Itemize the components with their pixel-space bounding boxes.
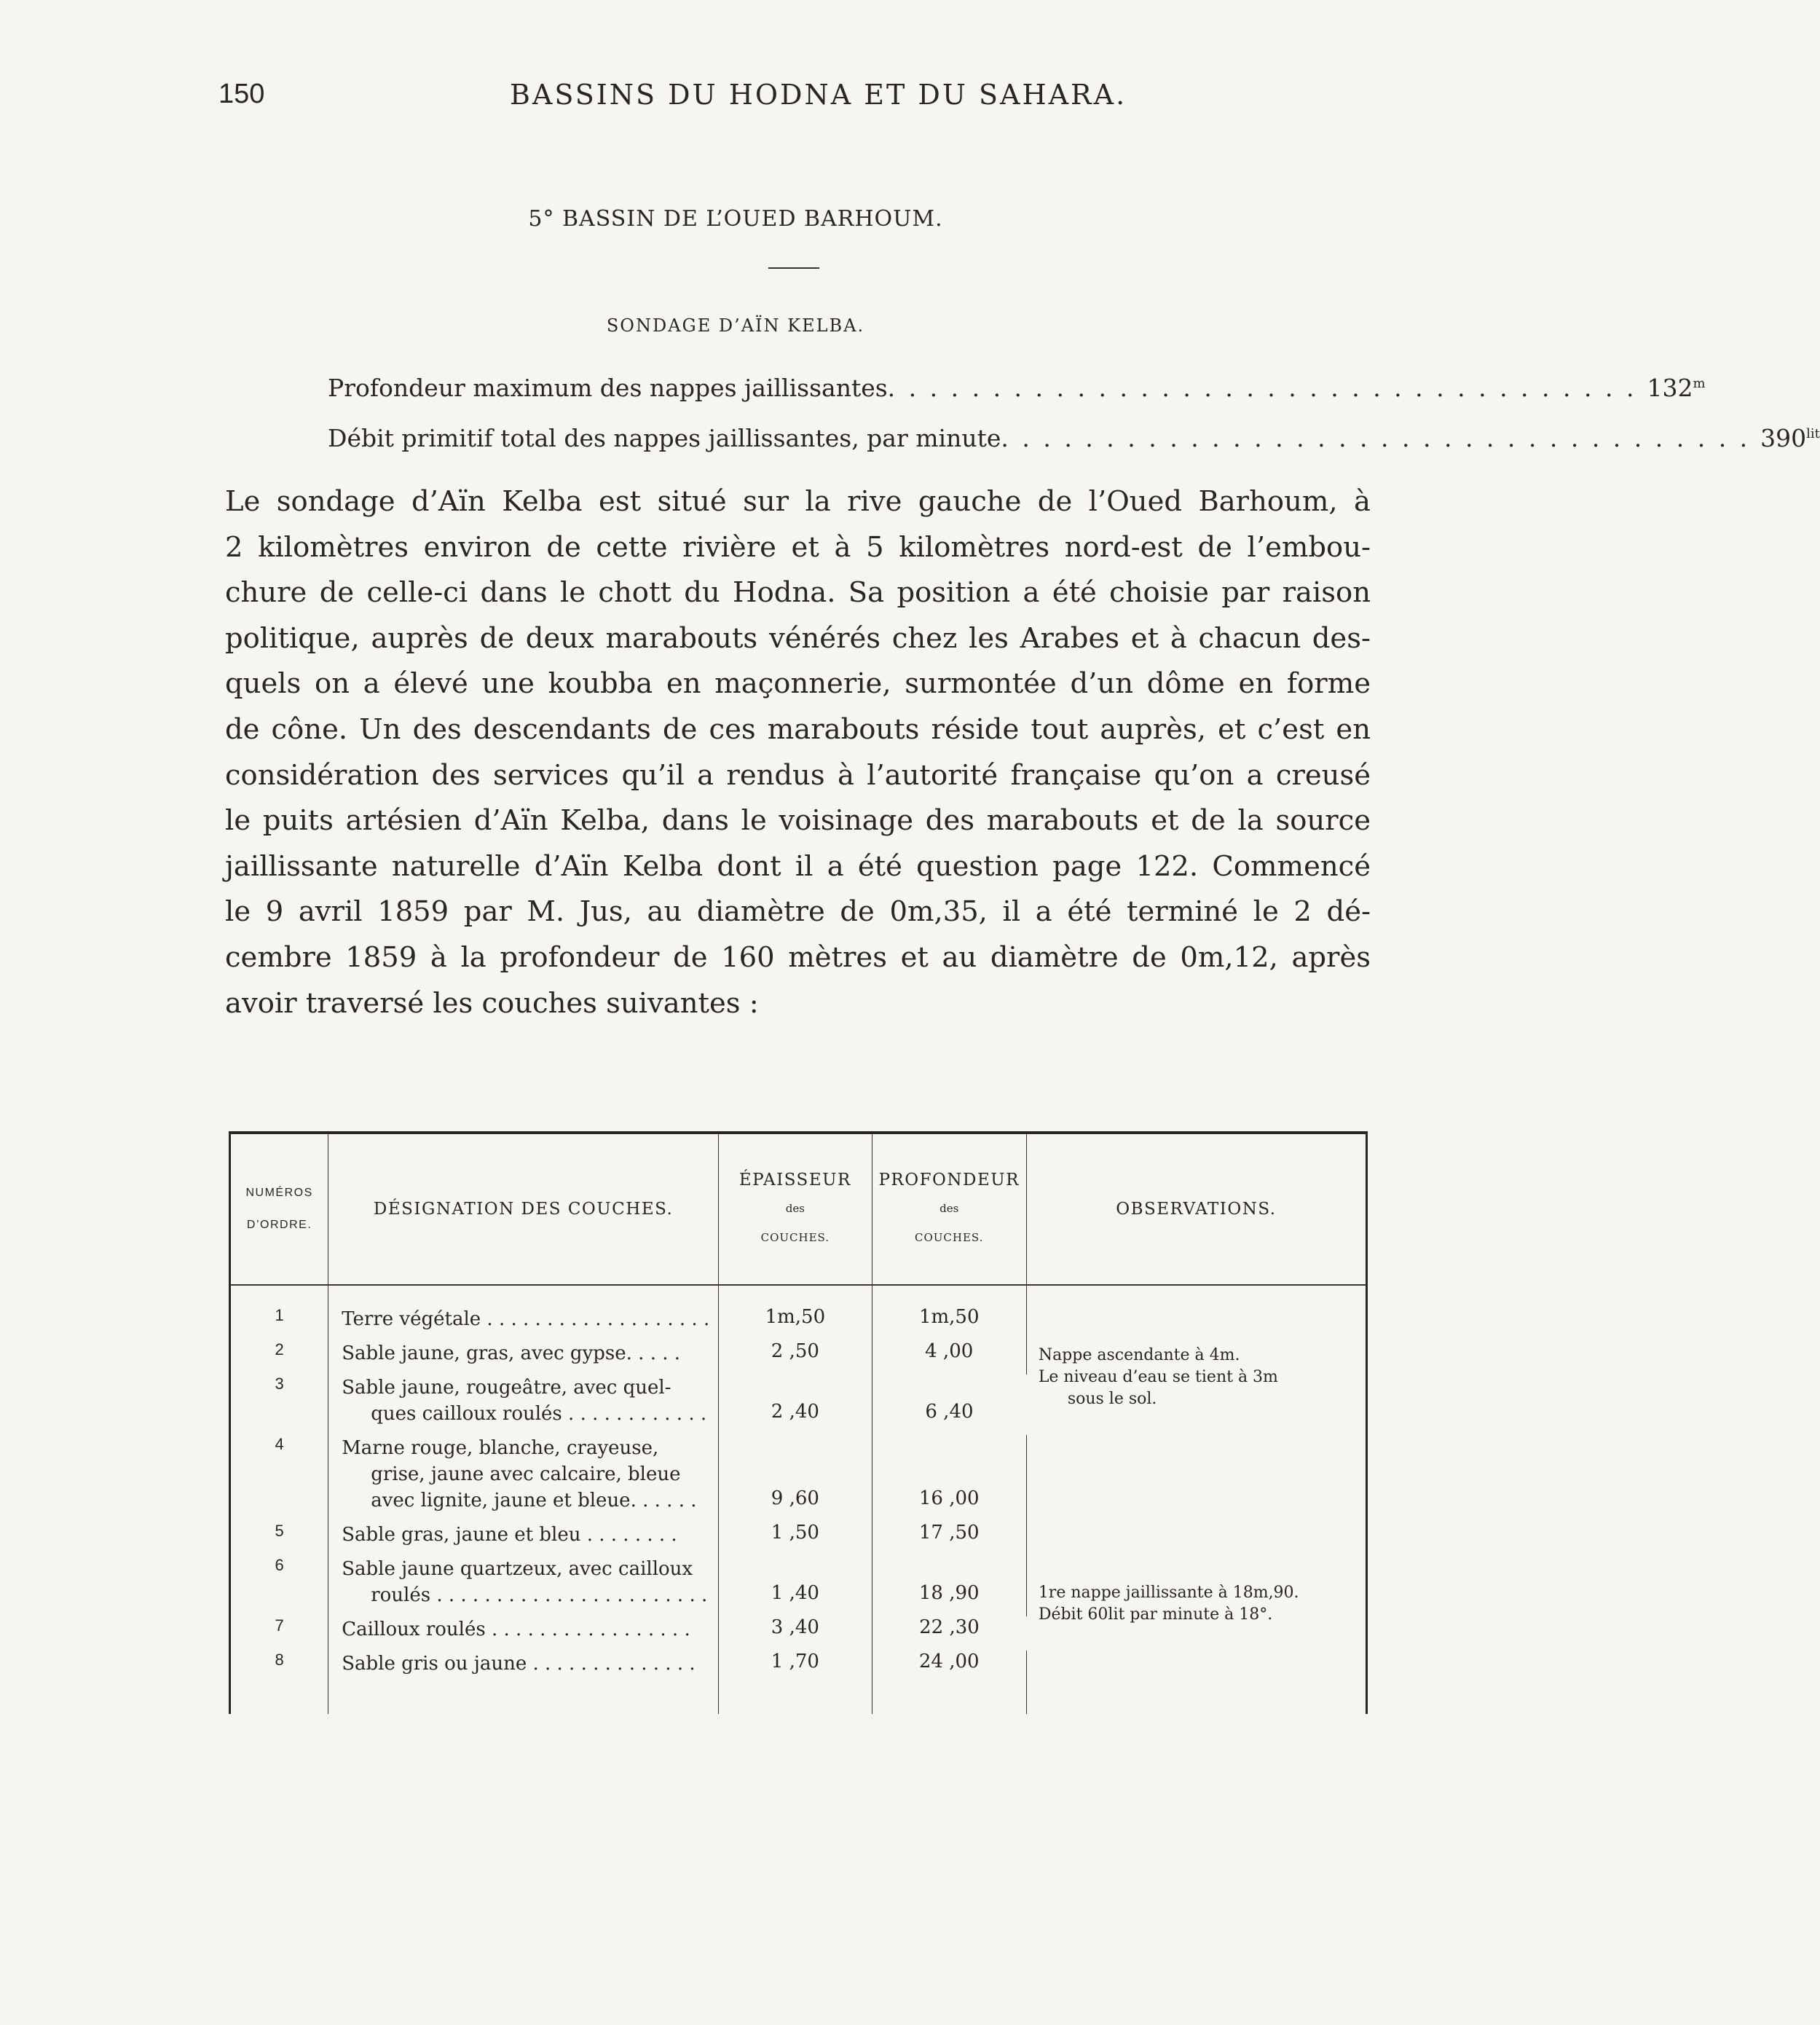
paragraph-line: considération des services qu’il a rendus à l’autorité française qu’on a creusé: [225, 758, 1371, 792]
header-profondeur: PROFONDEUR des COUCHES.: [872, 1133, 1026, 1285]
sub-title: SONDAGE D’AÏN KELBA.: [606, 315, 865, 336]
designation-line: roulés . . . . . . . . . . . . . . . . . . . . . . .: [371, 1584, 708, 1606]
cell-epaisseur: 2 ,50: [719, 1340, 872, 1375]
cell-numero: 7: [230, 1616, 328, 1651]
paragraph-line: Le sondage d’Aïn Kelba est situé sur la rive gauche de l’Oued Barhoum, à: [225, 485, 1371, 518]
cell-profondeur: 18 ,90: [872, 1556, 1026, 1616]
designation-line: Terre végétale . . . . . . . . . . . . . . . . . . .: [342, 1308, 710, 1330]
header-observations: OBSERVATIONS.: [1026, 1133, 1366, 1285]
cell-epaisseur: 1 ,70: [719, 1651, 872, 1685]
paragraph-line: cembre 1859 à la profondeur de 160 mètres et au diamètre de 0m,12, après: [225, 940, 1371, 974]
summary-value: 132$^m$: [1647, 374, 1706, 402]
running-title: BASSINS DU HODNA ET DU SAHARA.: [510, 79, 1127, 111]
page-number: 150: [218, 79, 265, 109]
paragraph-line: 2 kilomètres environ de cette rivière et à 5 kilomètres nord-est de l’embou-: [225, 530, 1371, 564]
cell-numero: 3: [230, 1375, 328, 1435]
cell-designation: [328, 1556, 719, 1616]
designation-line: Sable jaune, rougeâtre, avec quel-: [342, 1377, 671, 1399]
observation-line: sous le sol.: [1067, 1390, 1157, 1408]
cell-profondeur: 24 ,00: [872, 1651, 1026, 1685]
cell-numero: 4: [230, 1435, 328, 1522]
cell-designation: [328, 1651, 719, 1685]
cell-profondeur: 1m,50: [872, 1285, 1026, 1340]
observation-line: 1re nappe jaillissante à 18m,90.: [1038, 1584, 1299, 1602]
summary-label: Profondeur maximum des nappes jaillissantes: [328, 374, 888, 402]
cell-epaisseur: 1m,50: [719, 1285, 872, 1340]
designation-line: avec lignite, jaune et bleue. . . . . .: [371, 1490, 697, 1511]
designation-line: grise, jaune avec calcaire, bleue: [371, 1463, 681, 1485]
cell-designation: [328, 1435, 719, 1522]
table-row: [230, 1651, 1367, 1685]
filler-cell: [719, 1685, 872, 1714]
designation-line: Sable gris ou jaune . . . . . . . . . . . . . .: [342, 1653, 696, 1675]
cell-numero: 2: [230, 1340, 328, 1375]
cell-designation: [328, 1522, 719, 1556]
filler-cell: [230, 1685, 328, 1714]
filler-cell: [872, 1685, 1026, 1714]
paragraph-line: politique, auprès de deux marabouts vénérés chez les Arabes et à chacun des-: [225, 621, 1371, 655]
table-row: [230, 1285, 1367, 1340]
table-row: [230, 1522, 1367, 1556]
cell-profondeur: 17 ,50: [872, 1522, 1026, 1556]
cell-epaisseur: 9 ,60: [719, 1435, 872, 1522]
cell-numero: 8: [230, 1651, 328, 1685]
cell-designation: [328, 1375, 719, 1435]
cell-epaisseur: 1 ,40: [719, 1556, 872, 1616]
designation-line: Sable gras, jaune et bleu . . . . . . . .: [342, 1524, 677, 1546]
paragraph-line: le puits artésien d’Aïn Kelba, dans le voisinage des marabouts et de la source: [225, 804, 1371, 838]
cell-observations-empty: [1026, 1522, 1366, 1556]
table-filler-row: [230, 1685, 1367, 1714]
cell-designation: [328, 1616, 719, 1651]
paragraph-line: jaillissante naturelle d’Aïn Kelba dont il a été question page 122. Commencé: [225, 849, 1371, 883]
paragraph-line: avoir traversé les couches suivantes :: [225, 986, 759, 1020]
cell-profondeur: 4 ,00: [872, 1340, 1026, 1375]
designation-line: ques cailloux roulés . . . . . . . . . . . .: [371, 1403, 707, 1425]
section-title: 5° BASSIN DE L’OUED BARHOUM.: [528, 206, 943, 232]
summary-label: Débit primitif total des nappes jaillissantes, par minute: [328, 424, 1001, 452]
designation-line: Sable jaune quartzeux, avec cailloux: [342, 1558, 693, 1580]
leader-dots: . . . . . . . . . . . . . . . . . . . . . . . . . . . . . . . . . . . .: [887, 374, 1637, 402]
cell-observations-empty: [1026, 1435, 1366, 1522]
table-row: [230, 1340, 1367, 1375]
designation-line: Cailloux roulés . . . . . . . . . . . . . . . . .: [342, 1619, 690, 1640]
cell-observations: [1026, 1340, 1366, 1435]
paragraph-line: de cône. Un des descendants de ces marabouts réside tout auprès, et c’est en: [225, 712, 1371, 746]
cell-designation: [328, 1340, 719, 1375]
cell-profondeur: 6 ,40: [925, 1401, 974, 1423]
cell-profondeur: 22 ,30: [919, 1616, 980, 1638]
cell-epaisseur: 2 ,40: [719, 1375, 872, 1435]
cell-observations: [1026, 1556, 1366, 1651]
cell-epaisseur: 1 ,50: [719, 1522, 872, 1556]
table-row: [230, 1556, 1367, 1616]
paragraph-line: quels on a élevé une koubba en maçonnerie, surmontée d’un dôme en forme: [225, 667, 1371, 701]
header-designation: DÉSIGNATION DES COUCHES.: [328, 1133, 719, 1285]
strata-table: [229, 1131, 1368, 1714]
filler-cell: [328, 1685, 719, 1714]
summary-line-depth: [328, 374, 1706, 402]
cell-numero: 6: [230, 1556, 328, 1616]
observation-line: Nappe ascendante à 4m.: [1038, 1346, 1240, 1364]
table-row: [230, 1435, 1367, 1522]
cell-numero: 1: [230, 1285, 328, 1340]
cell-epaisseur: 3 ,40: [719, 1616, 872, 1651]
observation-line: Le niveau d’eau se tient à 3m: [1038, 1368, 1278, 1386]
body-paragraph: [225, 479, 1371, 1026]
designation-line: Marne rouge, blanche, crayeuse,: [342, 1437, 659, 1459]
observation-line: Débit 60lit par minute à 18°.: [1038, 1605, 1273, 1624]
summary-value: $390^{lit}$: [1760, 424, 1820, 452]
paragraph-line: chure de celle-ci dans le chott du Hodna. Sa position a été choisie par raison: [225, 576, 1371, 610]
divider: [768, 267, 819, 269]
leader-dots: . . . . . . . . . . . . . . . . . . . . . . . . . . . . . . . . . . . .: [1001, 424, 1751, 452]
cell-observations-empty: [1026, 1285, 1366, 1340]
cell-designation: [328, 1285, 719, 1340]
table-header-row: [230, 1133, 1367, 1285]
cell-profondeur: 16 ,00: [872, 1435, 1026, 1522]
cell-numero: 5: [230, 1522, 328, 1556]
header-numeros: NUMÉROS D’ORDRE.: [230, 1133, 328, 1285]
designation-line: Sable jaune, gras, avec gypse. . . . .: [342, 1342, 681, 1364]
cell-observations-empty: [1026, 1651, 1366, 1685]
filler-cell: [1026, 1685, 1366, 1714]
header-epaisseur: ÉPAISSEUR des COUCHES.: [719, 1133, 872, 1285]
summary-line-flow: [328, 424, 1820, 452]
paragraph-line: le 9 avril 1859 par M. Jus, au diamètre de 0m,35, il a été terminé le 2 dé-: [225, 895, 1371, 929]
